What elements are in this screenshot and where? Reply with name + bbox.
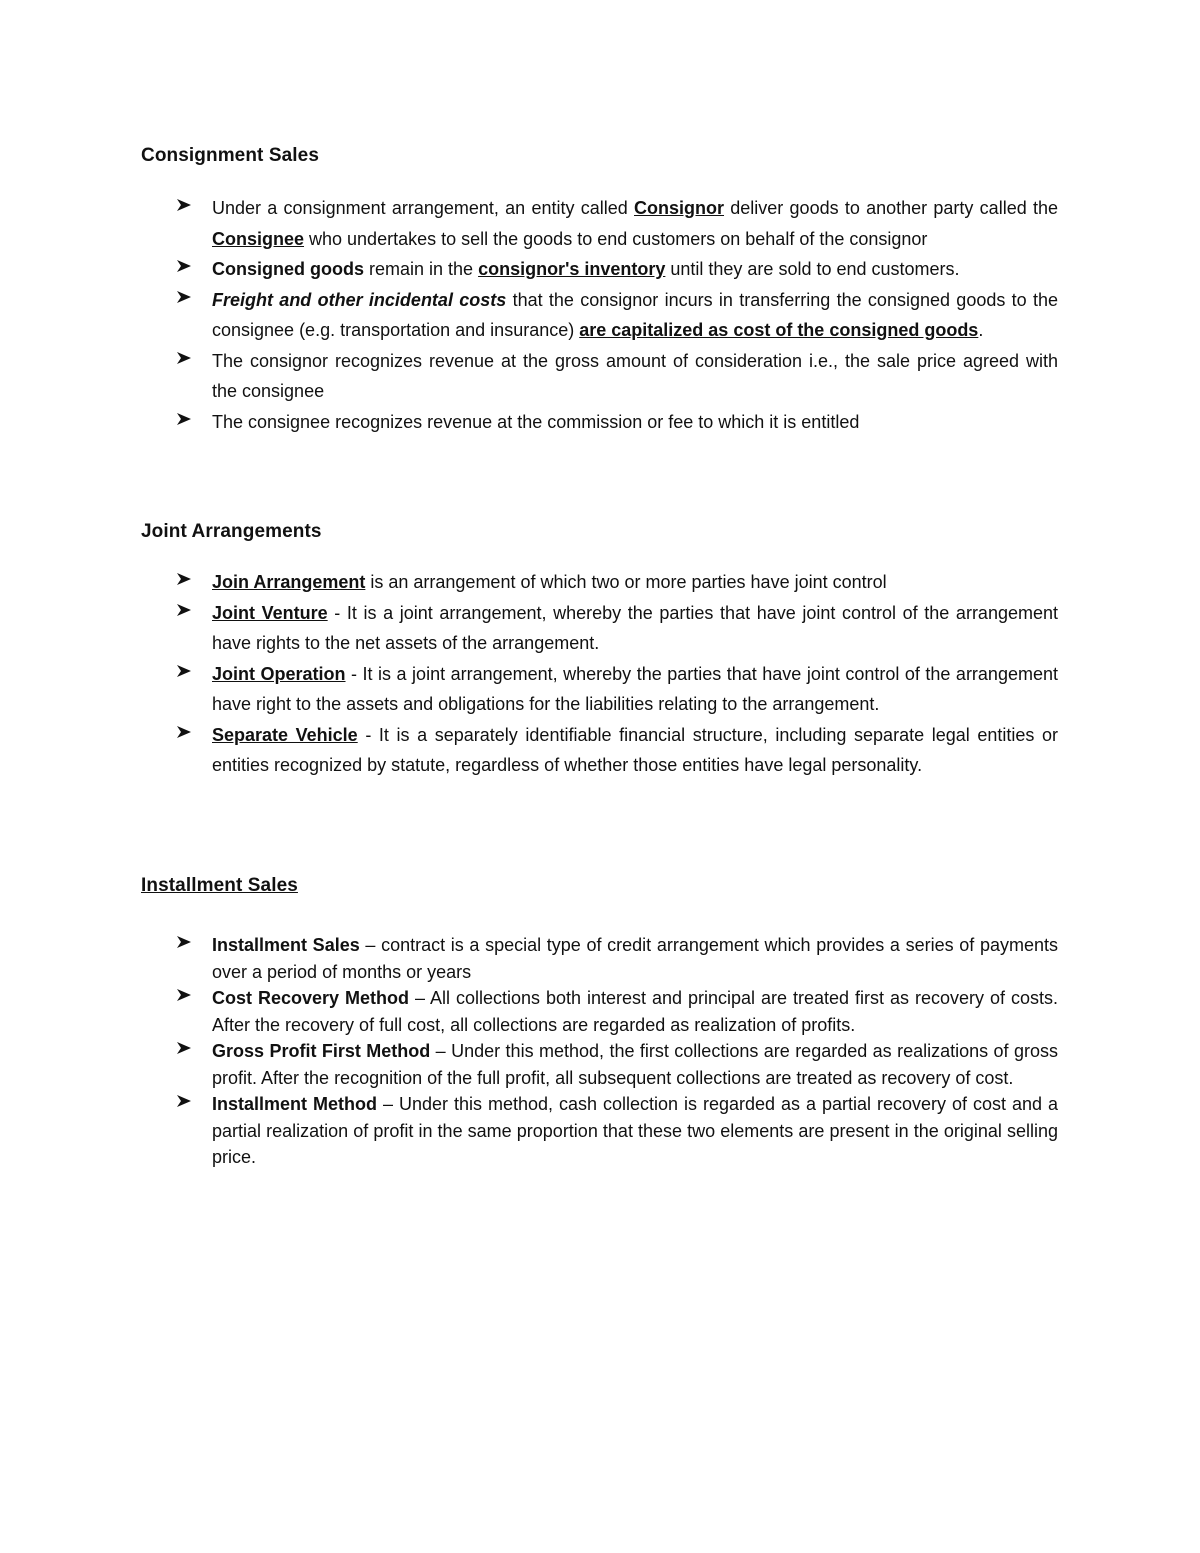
heading-consignment-sales: Consignment Sales	[141, 145, 320, 166]
term-join-arrangement: Join Arrangement	[212, 572, 366, 592]
arrow-bullet-icon	[176, 932, 194, 950]
term-installment-sales: Installment Sales	[212, 935, 360, 955]
list-item: Installment Method – Under this method, cash collection is regarded as a partial recovery of cost and a partial realization of profit in the same proportion that these two elements are present in the original selling price.	[0, 1091, 1200, 1171]
joint-arrangements-list	[0, 567, 1200, 781]
term-consignor: Consignor	[634, 198, 725, 218]
list-item: Consigned goods remain in the consignor's inventory until they are sold to end customers.	[0, 254, 1200, 285]
arrow-bullet-icon	[176, 659, 194, 677]
arrow-bullet-icon	[176, 985, 194, 1003]
term-separate-vehicle: Separate Vehicle	[212, 724, 358, 745]
list-item: Separate Vehicle - It is a separately identifiable financial structure, including separate legal entities or entities recognized by statute, regardless of whether those entities have legal personality.	[0, 720, 1200, 781]
list-item: Freight and other incidental costs that the consignor incurs in transferring the consigned goods to the consignee (e.g. transportation and insurance) are capitalized as cost of the consigned goods.	[0, 285, 1200, 346]
arrow-bullet-icon	[176, 407, 194, 425]
term-freight-costs: Freight and other incidental costs	[212, 289, 507, 310]
arrow-bullet-icon	[176, 567, 194, 585]
list-item: Joint Operation - It is a joint arrangement, whereby the parties that have joint control of the arrangement have right to the assets and obligations for the liabilities relating to the arrangement.	[0, 659, 1200, 720]
arrow-bullet-icon	[176, 1038, 194, 1056]
arrow-bullet-icon	[176, 598, 194, 616]
installment-sales-list	[0, 932, 1200, 1171]
arrow-bullet-icon	[176, 254, 194, 272]
term-joint-venture: Joint Venture	[212, 602, 328, 623]
arrow-bullet-icon	[176, 285, 194, 303]
list-item: Installment Sales – contract is a special type of credit arrangement which provides a series of payments over a period of months or years	[0, 932, 1200, 985]
list-item: Join Arrangement is an arrangement of which two or more parties have joint control	[0, 567, 1200, 598]
heading-joint-arrangements: Joint Arrangements	[141, 521, 322, 542]
term-installment-method: Installment Method	[212, 1094, 377, 1114]
list-item: Under a consignment arrangement, an entity called Consignor deliver goods to another party called the Consignee who undertakes to sell the goods to end customers on behalf of the consignor	[0, 193, 1200, 254]
term-consignee: Consignee	[212, 228, 305, 249]
arrow-bullet-icon	[176, 193, 194, 211]
arrow-bullet-icon	[176, 346, 194, 364]
term-capitalized: are capitalized as cost of the consigned goods	[579, 320, 979, 340]
list-item: Joint Venture - It is a joint arrangement, whereby the parties that have joint control of the arrangement have rights to the net assets of the arrangement.	[0, 598, 1200, 659]
list-item: Cost Recovery Method – All collections both interest and principal are treated first as recovery of costs. After the recovery of full cost, all collections are regarded as realization of profits.	[0, 985, 1200, 1038]
list-item: The consignee recognizes revenue at the commission or fee to which it is entitled	[0, 407, 1200, 438]
arrow-bullet-icon	[176, 1091, 194, 1109]
heading-installment-sales: Installment Sales	[141, 875, 298, 896]
list-item: Gross Profit First Method – Under this method, the first collections are regarded as realizations of gross profit. After the recognition of the full profit, all subsequent collections are treated as recovery of cost.	[0, 1038, 1200, 1091]
term-consigned-goods: Consigned goods	[212, 259, 364, 279]
term-joint-operation: Joint Operation	[212, 663, 346, 684]
list-item: The consignor recognizes revenue at the gross amount of consideration i.e., the sale price agreed with the consignee	[0, 346, 1200, 407]
term-cost-recovery-method: Cost Recovery Method	[212, 988, 409, 1008]
arrow-bullet-icon	[176, 720, 194, 738]
term-gross-profit-first-method: Gross Profit First Method	[212, 1041, 431, 1061]
consignment-list	[0, 193, 1200, 437]
term-consignors-inventory: consignor's inventory	[478, 259, 666, 279]
